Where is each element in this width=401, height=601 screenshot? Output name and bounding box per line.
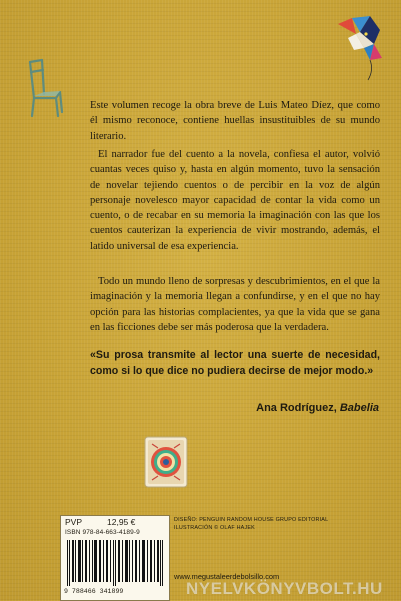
chair-illustration [22,58,72,118]
barcode-icon [65,540,165,586]
illustration-credit: ILUSTRACIÓN © OLAF HAJEK [174,525,255,531]
price-label: PVP [65,517,83,527]
target-sticker [144,436,188,488]
quote-attribution [256,402,379,414]
paragraph-world: Todo un mundo lleno de sorpresas y descubrimientos, en el que la imaginación y la memoria llegan a confundirse, y en el que no hay opción para las historias complacientes, ya que la vida que se gana en las ficciones debe ser más poderosa que la verdadera. [90,276,380,333]
quote-source: Babelia [339,402,379,414]
watermark: NYELVKÖNYVBOLT.HU [186,579,383,598]
price-value: 12,95 € [107,517,136,527]
barcode-panel [60,515,170,601]
isbn-number: ISBN 978-84-663-4189-9 [65,529,140,536]
paragraph-intro: Este volumen recoge la obra breve de Luis Mateo Díez, que como él mismo reconoce, contiene huellas insustituibles de su mundo literario. [90,100,380,142]
quote-author: Ana Rodríguez, [256,402,337,414]
barcode-number: 9 788466 341899 [64,588,124,595]
paragraph-narrator: El narrador fue del cuento a la novela, confiesa el autor, volvió cuantas veces quiso y, hasta en algún momento, tuvo la sensación de novelar tejiendo cuentos o de percibir en la voz de algún personaje novelesco mayor capacidad de contar la vida como un cuento, o de recabar en su memoria la imaginación con las que los cuentos cauterizan la experiencia de vivir mostrando, además, el latido universal de esa experiencia. [90,149,380,252]
paper-kite-illustration [330,14,386,84]
review-quote: «Su prosa transmite al lector una suerte de necesidad, como si lo que dice no pudiera decirse de mejor modo.» [90,349,380,377]
credits [174,516,328,532]
publisher-website: www.megustaleerdebolsillo.com [174,572,280,581]
design-credit: DISEÑO: PENGUIN RANDOM HOUSE GRUPO EDITORIAL [174,517,329,523]
